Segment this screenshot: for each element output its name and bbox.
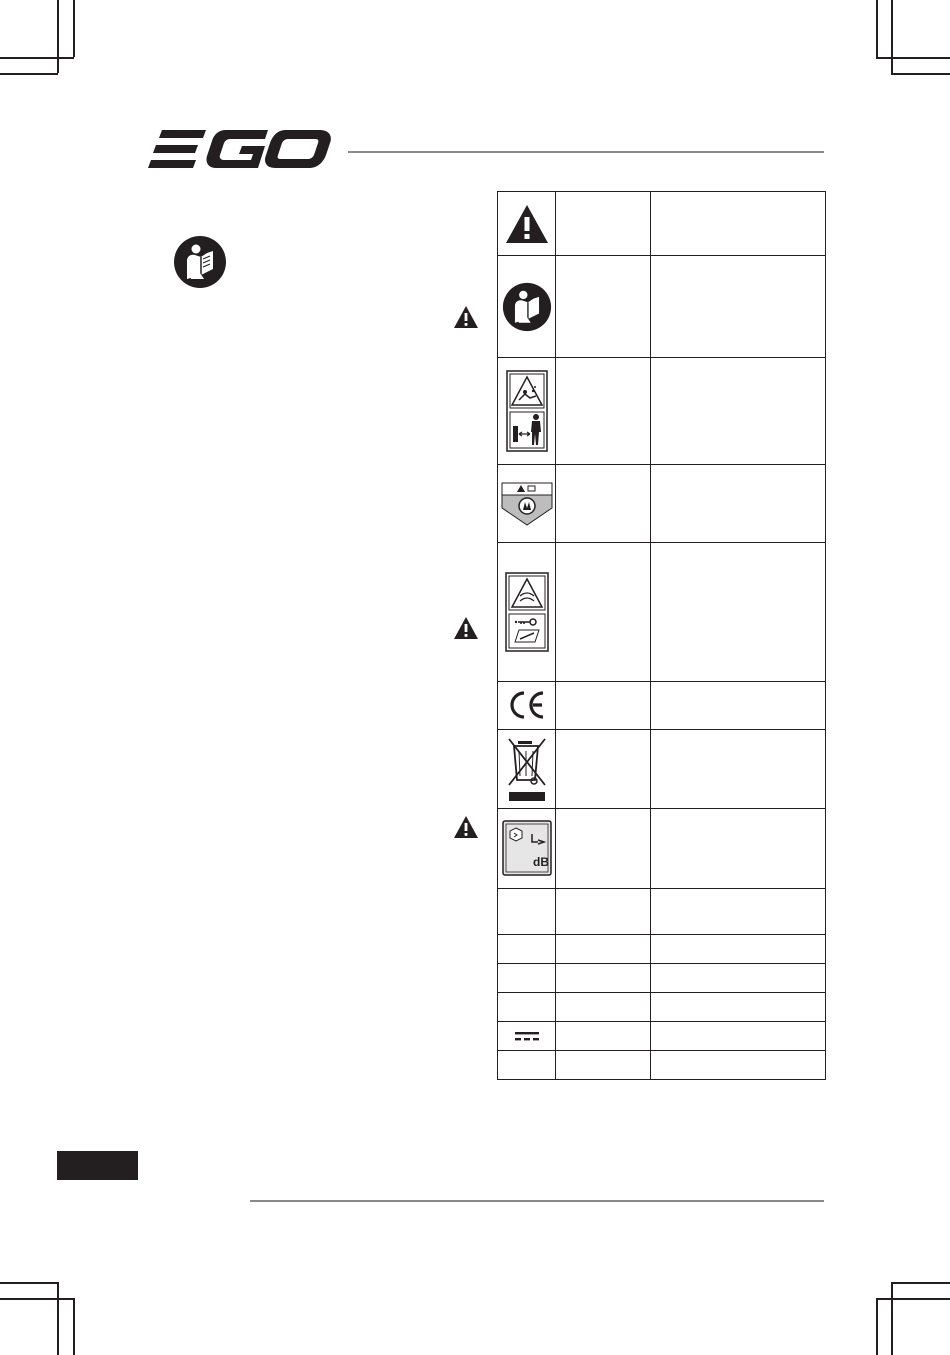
- table-row: [498, 934, 826, 963]
- crop-mark: [0, 73, 58, 75]
- sound-power-label-icon: [498, 808, 556, 888]
- symbol-description: [651, 888, 826, 934]
- ego-logo: [148, 128, 332, 172]
- table-row: [498, 808, 826, 888]
- symbol-name: [556, 543, 651, 681]
- symbol-description: [651, 963, 826, 992]
- symbol-description: [651, 543, 826, 681]
- table-row: [498, 543, 826, 681]
- symbols-table: [497, 191, 826, 1080]
- crop-mark: [891, 1282, 893, 1355]
- ce-mark-icon: [498, 681, 556, 729]
- crop-mark: [876, 1298, 950, 1300]
- hot-surface-label-icon: [498, 465, 556, 543]
- svg-text:dB: dB: [532, 855, 549, 870]
- crop-mark: [891, 1282, 950, 1284]
- crop-mark: [0, 1298, 74, 1300]
- crop-mark: [73, 1298, 75, 1355]
- table-row: [498, 729, 826, 808]
- symbol-description: [651, 192, 826, 256]
- footer-rule: [250, 1200, 824, 1202]
- crop-mark: [57, 0, 59, 73]
- symbol-description: [651, 465, 826, 543]
- crop-mark: [57, 1282, 59, 1355]
- symbol-name: [556, 934, 651, 963]
- table-row: [498, 992, 826, 1021]
- table-row: [498, 963, 826, 992]
- symbol-description: [651, 992, 826, 1021]
- table-row: [498, 1021, 826, 1050]
- symbol-name: [556, 465, 651, 543]
- symbol-name: [556, 808, 651, 888]
- weee-crossed-bin-icon: [498, 729, 556, 808]
- symbol-name: [556, 1050, 651, 1079]
- symbol-description: [651, 808, 826, 888]
- symbol-name: [556, 192, 651, 256]
- direct-current-icon: [498, 1021, 556, 1050]
- table-row: [498, 1050, 826, 1079]
- table-row: [498, 681, 826, 729]
- thrown-objects-keep-distance-icon: [498, 358, 556, 465]
- crop-mark: [0, 1282, 58, 1284]
- symbol-description: [651, 729, 826, 808]
- table-row: [498, 888, 826, 934]
- crop-mark: [891, 0, 893, 73]
- crop-mark: [0, 57, 74, 59]
- symbol-description: [651, 681, 826, 729]
- crop-mark: [73, 0, 75, 57]
- crop-mark: [876, 57, 950, 59]
- table-row: [498, 192, 826, 256]
- symbol-name: [556, 888, 651, 934]
- symbol-description: [651, 256, 826, 358]
- symbol-description: [651, 1050, 826, 1079]
- symbol-name: [556, 256, 651, 358]
- crop-mark: [876, 1298, 878, 1355]
- crop-mark: [876, 0, 878, 57]
- symbol-description: [651, 358, 826, 465]
- warning-triangle-icon: [453, 305, 479, 329]
- table-row: [498, 256, 826, 358]
- symbol-name: [556, 358, 651, 465]
- symbol-description: [651, 1021, 826, 1050]
- symbol-name: [556, 681, 651, 729]
- header-rule: [348, 151, 824, 153]
- table-row: [498, 358, 826, 465]
- read-manual-icon: [173, 235, 227, 289]
- symbol-name: [556, 963, 651, 992]
- safety-alert-icon: [498, 192, 556, 256]
- symbol-name: [556, 729, 651, 808]
- read-manual-icon: [498, 256, 556, 358]
- warning-triangle-icon: [453, 815, 479, 839]
- page-number-tab: [57, 1151, 138, 1180]
- symbol-name: [556, 992, 651, 1021]
- warning-triangle-icon: [453, 616, 479, 640]
- crop-mark: [891, 73, 950, 75]
- symbol-description: [651, 934, 826, 963]
- symbol-name: [556, 1021, 651, 1050]
- remove-key-before-maintenance-icon: [498, 543, 556, 681]
- table-row: [498, 465, 826, 543]
